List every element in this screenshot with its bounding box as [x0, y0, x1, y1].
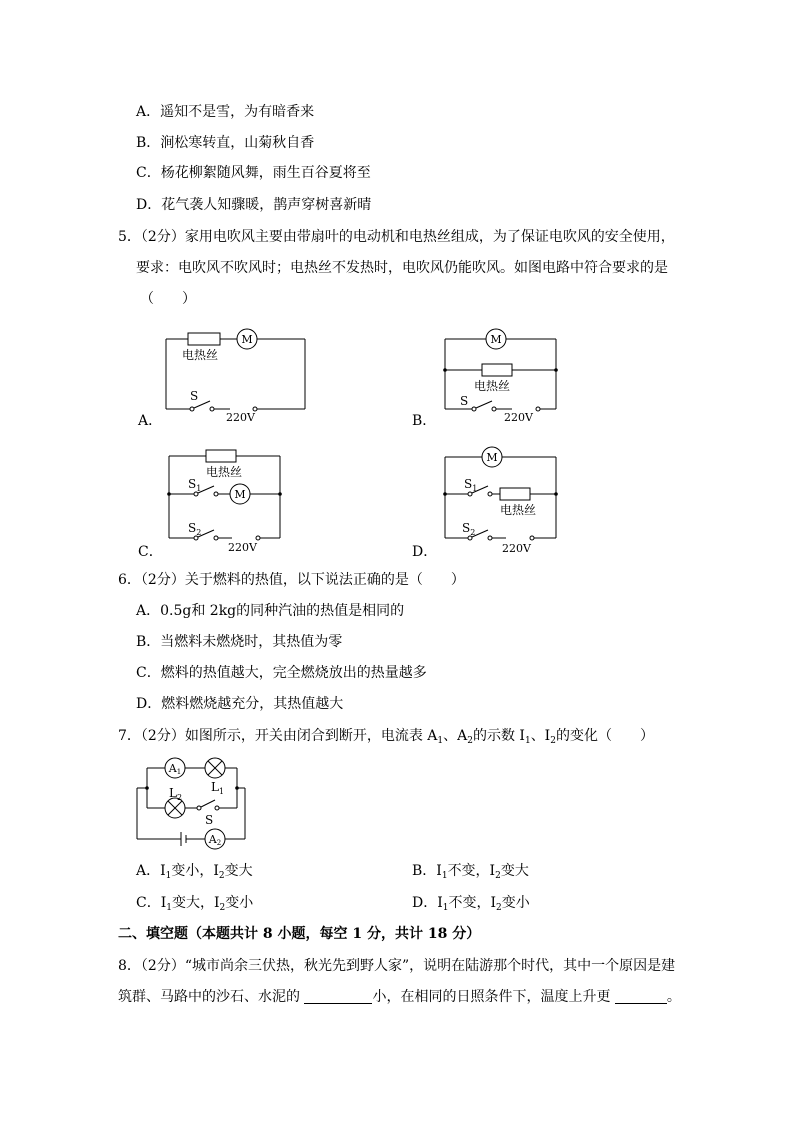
q5-option-d-label: D． — [412, 544, 438, 560]
q6-option-b: B．当燃料未燃烧时，其热值为零 — [136, 634, 343, 650]
q7-lamp-l1-label: $L_1$ — [211, 780, 225, 796]
circuit-d-switch2-label: $S_2$ — [462, 521, 476, 537]
circuit-b-heater-label: 电热丝 — [474, 379, 511, 393]
q7-option-b: B．$I_1$不变，$I_2$变大 — [412, 863, 529, 881]
circuit-a-voltage-label: 220V — [226, 411, 255, 424]
q4-option-b: B．涧松寒转直，山菊秋自香 — [136, 135, 315, 151]
q7-option-c: C．$I_1$变大，$I_2$变小 — [136, 895, 254, 913]
q8-line2: 筑群、马路中的沙石、水泥的 小，在相同的日照条件下，温度上升更 。 — [118, 989, 681, 1005]
circuit-c-motor-label: M — [234, 488, 246, 501]
q8-blank-2[interactable] — [615, 989, 667, 1004]
q5-circuit-a — [160, 328, 320, 423]
circuit-b-switch-label: S — [460, 394, 469, 408]
q5-stem-line2: 要求：电吹风不吹风时；电热丝不发热时，电吹风仍能吹风。如图电路中符合要求的是 — [136, 260, 668, 276]
q6-option-d: D．燃料燃烧越充分，其热值越大 — [136, 696, 344, 712]
q5-circuit-b — [440, 328, 570, 423]
q7-circuit — [133, 756, 253, 851]
q4-option-a: A．遥知不是雪，为有暗香来 — [136, 104, 315, 120]
q4-option-c: C．杨花柳絮随风舞，雨生百谷夏将至 — [136, 165, 371, 181]
q7-ammeter-a1-label: A1 — [168, 762, 182, 776]
q6-option-c: C．燃料的热值越大，完全燃烧放出的热量越多 — [136, 665, 427, 681]
circuit-c-switch2-label: $S_2$ — [188, 521, 202, 537]
circuit-b-motor-label: M — [490, 333, 502, 346]
circuit-a-heater-label: 电热丝 — [182, 348, 219, 362]
section-fill-blank-heading: 二、填空题（本题共计 8 小题，每空 1 分，共计 18 分） — [118, 926, 481, 942]
q7-option-a: A．$I_1$变小，$I_2$变大 — [136, 863, 253, 881]
q7-stem: 7．（2分）如图所示，开关由闭合到断开，电流表 $A_1$、$A_2$的示数 $I_1$、$I_2$的变化（ ） — [118, 728, 654, 746]
circuit-d-voltage-label: 220V — [502, 542, 531, 555]
q6-stem: 6．（2分）关于燃料的热值，以下说法正确的是（ ） — [118, 572, 465, 588]
q8-blank-1[interactable] — [304, 989, 372, 1004]
circuit-d-switch1-label: $S_1$ — [464, 477, 478, 493]
circuit-b-voltage-label: 220V — [504, 411, 533, 424]
q5-option-c-label: C． — [138, 544, 163, 560]
q6-option-a: A．0.5g和 2kg的同种汽油的热值是相同的 — [136, 603, 405, 619]
q5-stem-line3: （ ） — [140, 291, 196, 307]
q5-circuit-c — [164, 448, 294, 554]
circuit-a-switch-label: S — [190, 389, 199, 403]
q5-stem-line1: 5．（2分）家用电吹风主要由带扇叶的电动机和电热丝组成，为了保证电吹风的安全使用， — [118, 229, 675, 245]
q7-ammeter-a2-label: A2 — [208, 833, 222, 847]
q7-option-d: D．$I_1$不变，$I_2$变小 — [412, 895, 530, 913]
q7-lamp-l2-label: $L_2$ — [169, 786, 183, 802]
circuit-d-heater-label: 电热丝 — [500, 503, 537, 517]
q8-line1: 8．（2分）“城市尚余三伏热，秋光先到野人家”，说明在陆游那个时代，其中一个原因是建 — [118, 958, 676, 974]
circuit-c-switch1-label: $S_1$ — [188, 477, 202, 493]
q4-option-d: D．花气袭人知骤暖，鹊声穿树喜新晴 — [136, 197, 372, 213]
circuit-c-heater-label: 电热丝 — [206, 465, 243, 479]
q7-switch-label: S — [205, 813, 214, 827]
circuit-c-voltage-label: 220V — [228, 541, 257, 554]
q5-option-b-label: B． — [412, 413, 437, 429]
circuit-a-motor-label: M — [241, 333, 253, 346]
q5-circuit-d — [440, 446, 570, 555]
circuit-d-motor-label: M — [486, 451, 498, 464]
q5-option-a-label: A． — [138, 413, 163, 429]
